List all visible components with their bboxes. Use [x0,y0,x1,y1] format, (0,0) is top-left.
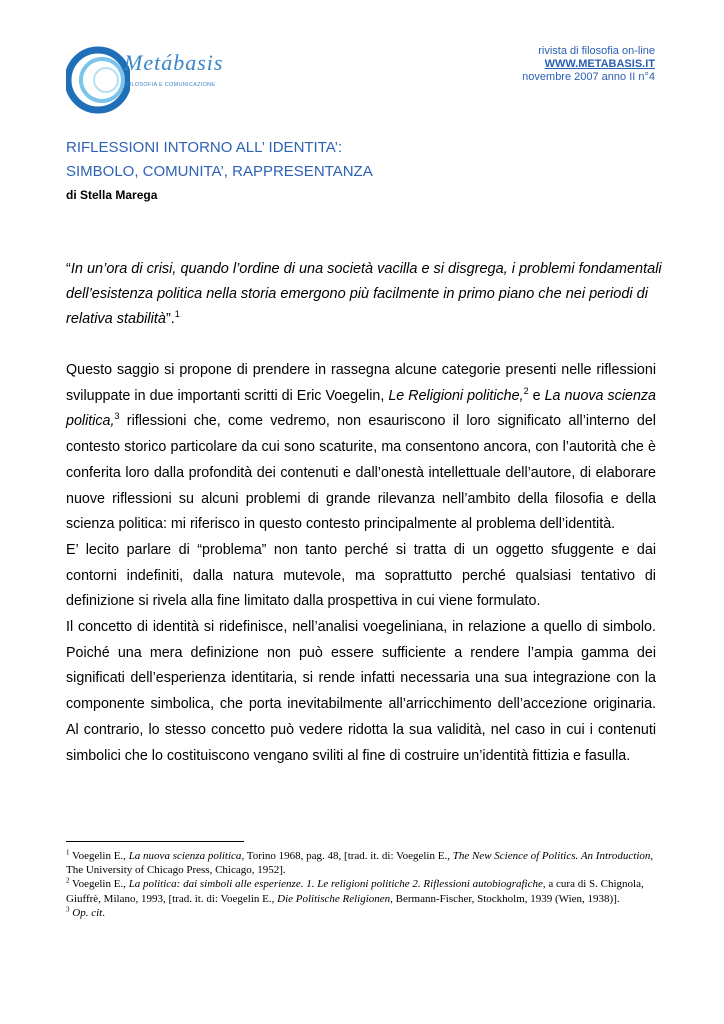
article-author: di Stella Marega [66,188,158,202]
footnote-2-text-c: Bermann-Fischer, Stockholm, 1939 (Wien, 1938)]. [392,892,620,905]
footnote-3-text: . [102,906,105,919]
footnote-1-text-b: , Torino 1968, pag. 48, [trad. it. di: Voegelin E., [241,850,453,862]
paragraph-2: E’ lecito parlare di “problema” non tanto perché si tratta di un oggetto sfuggente e dai contorni indefiniti, dalla natura mutevole, ma soprattutto perché qualsiasi tentativo di definizione si rivela alla fine limitato dalla prospettiva in cui viene formulato. [66,541,656,610]
footnote-2-number: 2 [66,876,70,885]
journal-header [522,45,655,84]
journal-url-link[interactable]: WWW.METABASIS.IT [544,58,655,70]
footnote-3-title: Op. cit [72,906,103,919]
journal-name: rivista di filosofia on-line [538,45,655,57]
logo-circle-icon [66,44,130,124]
paragraph-1 [66,358,656,538]
footnote-2-title-2: Die Politische Religionen, [277,892,393,905]
quote-text: In un’ora di crisi, quando l’ordine di una società vacilla e si disgrega, i problemi fondamentali dell’esistenza politica nella storia emergono più facilmente in primo piano che nei periodi di relativa stabilità [66,261,662,327]
footnote-1-title-1: La nuova scienza politica [128,850,242,862]
metabasis-logo [66,44,224,124]
footnote-2 [66,877,658,905]
footnote-2-title-1: La politica: dai simboli alle esperienze. 1. Le religioni politiche 2. Riflessioni autobiografiche [128,878,543,891]
epigraph-quote [66,257,662,332]
article-title [66,136,373,184]
footnote-ref-2[interactable]: 2 [523,385,529,396]
paragraph-1-text-a: Questo saggio si propone di prendere in rassegna alcune categorie presenti nelle riflessioni sviluppate in due importanti scritti di Eric Voegelin, [66,362,656,404]
footnote-2-text-b: , a cura di S. Chignola, Giuffrè, Milano, 1993, [trad. it. di: Voegelin E., [66,878,644,905]
footnote-1 [66,849,658,877]
paragraph-1-conjunction: e [528,387,545,404]
quote-close-mark: ”. [165,311,175,327]
footnote-separator [66,841,244,842]
footnote-2-text-a: Voegelin E., [69,878,129,891]
footnote-3-number: 3 [66,905,70,914]
article-body [66,358,656,769]
book-title-nuova-scienza-politica: La nuova scienza politica, [66,387,657,430]
paragraph-3: Il concetto di identità si ridefinisce, nell’analisi voegeliniana, in relazione a quello di simbolo. Poiché una mera definizione non può essere sufficiente a rendere l’ampia gamma dei significati dell’esperienza identitaria, si rende infatti necessaria una sua integrazione con la componente simbolica, che porta inevitabilmente all’arricchimento dell’accezione originaria. Al contrario, lo stesso concetto può vedere ridotta la sua validità, nel caso in cui i contenuti simbolici che lo costituiscono vengano sviliti al fine di costruire un’identità fittizia e fasulla. [66,619,656,764]
footnotes [66,849,658,920]
footnote-3 [66,906,658,920]
logo-wordmark: Metábasis [124,50,224,75]
title-line-1: RIFLESSIONI INTORNO ALL’ IDENTITA’: [66,139,343,156]
quote-open-mark: “ [66,261,71,277]
footnote-1-text-a: Voegelin E., [69,850,129,862]
footnote-1-number: 1 [66,848,70,857]
issue-date: novembre 2007 anno II n°4 [522,71,655,83]
footnote-1-title-2: The New Science of Politics. An Introduction [452,850,651,862]
footnote-ref-1[interactable]: 1 [174,309,180,320]
footnote-ref-3[interactable]: 3 [114,411,120,422]
footnote-1-text-c: , The University of Chicago Press, Chicago, 1952]. [66,850,654,877]
paragraph-1-text-b: riflessioni che, come vedremo, non esauriscono il loro significato all’interno del contesto storico particolare da cui sono scaturite, ma consentono ancora, con l’autorità che è conferita loro dalla profondità dei contenuti e dall’onestà intellettuale dell’autore, di elaborare nuove riflessioni su alcuni problemi di grande rilevanza nell’ambito della filosofia e della scienza politica: mi riferisco in questo contesto principalmente al problema dell’identità. [66,413,656,533]
logo-tagline: FILOSOFIA E COMUNICAZIONE [126,82,216,88]
title-line-2: SIMBOLO, COMUNITA’, RAPPRESENTANZA [66,163,373,180]
book-title-religioni-politiche: Le Religioni politiche, [388,387,524,404]
